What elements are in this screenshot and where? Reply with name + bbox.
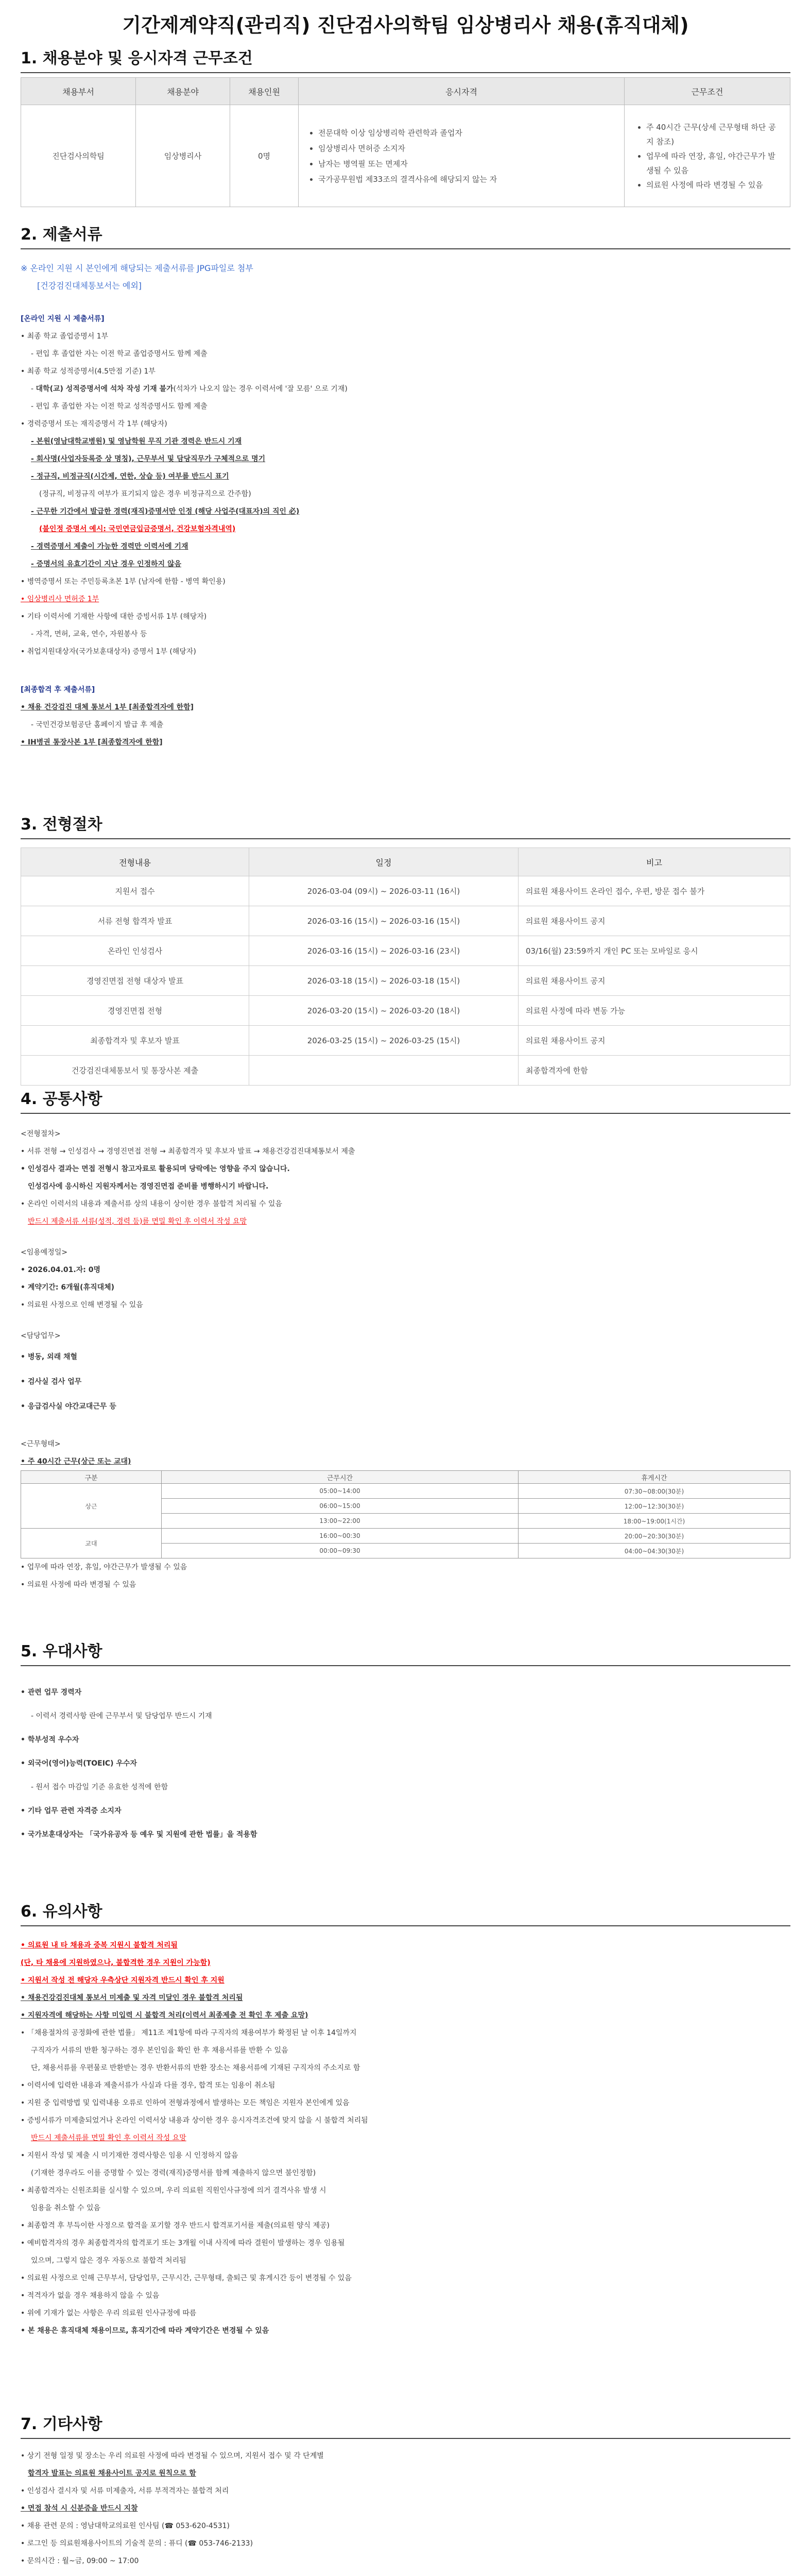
caution-item-red: (단, 타 채용에 지원하였으나, 불합격한 경우 지원이 가능함) — [21, 1959, 211, 1967]
preference-item: • 국가보훈대상자는 「국가유공자 등 예우 및 지원에 관한 법률」을 적용함 — [21, 1831, 257, 1839]
header-count: 채용인원 — [230, 78, 299, 105]
recruitment-table — [21, 77, 790, 207]
caution-item: • 최종합격 후 부득이한 사정으로 합격을 포기할 경우 반드시 합격포기서를 제출(의료원 양식 제공) — [21, 2222, 330, 2230]
caution-item-red: • 지원서 작성 전 해당자 우측상단 지원자격 반드시 확인 후 지원 — [21, 1976, 225, 1985]
work-hours-table — [21, 1470, 790, 1558]
section-7-heading: 7. 기타사항 — [21, 2411, 790, 2439]
note-cell: 의료원 채용사이트 온라인 접수, 우편, 방문 접수 불가 — [519, 876, 790, 906]
header-field: 채용분야 — [136, 78, 230, 105]
caution-item: • 이력서에 입력한 내용과 제출서류가 사실과 다를 경우, 합격 또는 임용이 취소됨 — [21, 2081, 275, 2090]
doc-note: - 편입 후 졸업한 자는 이전 학교 성적증명서도 함께 제출 — [31, 402, 208, 411]
header-stage: 전형내용 — [21, 848, 249, 876]
doc-note: - 자격, 면허, 교육, 연수, 자원봉사 등 — [31, 630, 147, 638]
qual-item: • 남자는 병역필 또는 면제자 — [318, 156, 614, 172]
common-note: • 인성검사 결과는 면접 전형시 참고자료로 활용되며 당락에는 영향을 주지 않습니다. — [21, 1165, 290, 1173]
doc-item: • 취업지원대상자(국가보훈대상자) 증명서 1부 (해당자) — [21, 648, 196, 656]
start-date-item: • 2026.04.01.자: 0명 — [21, 1266, 100, 1274]
doc-item-red: • 임상병리사 면허증 1부 — [21, 595, 99, 603]
doc-item: • 최종 학교 졸업증명서 1부 — [21, 332, 109, 341]
duty-item: • 응급검사실 야간교대근무 등 — [21, 1402, 116, 1411]
caution-item: • 증빙서류가 미제출되었거나 온라인 이력서상 내용과 상이한 경우 응시자격조건에 맞지 않을 시 불합격 처리됨 — [21, 2116, 368, 2125]
header-hours: 근무시간 — [162, 1471, 519, 1484]
doc-note: - 대학(교) 성적증명서에 석차 작성 기재 불가(석차가 나오지 않는 경우 이력서에 '잘 모름' 으로 기재) — [31, 385, 348, 393]
caution-note: 임용을 취소할 수 있음 — [31, 2204, 101, 2212]
break-cell: 20:00~20:30(30분) — [519, 1529, 790, 1544]
section-5-heading: 5. 우대사항 — [21, 1638, 790, 1666]
doc-note: - 편입 후 졸업한 자는 이전 학교 졸업증명서도 함께 제출 — [31, 350, 208, 358]
doc-note: - 국민건강보험공단 홈페이지 발급 후 제출 — [31, 721, 164, 729]
note-cell: 최종합격자에 한함 — [519, 1056, 790, 1086]
doc-note-rest: (석차가 나오지 않는 경우 이력서에 '잘 모름' 으로 기재) — [173, 385, 348, 393]
hours-cell: 00:00~09:30 — [162, 1544, 519, 1558]
doc-note: - 증명서의 유효기간이 지난 경우 인정하지 않음 — [31, 560, 182, 568]
worktype-note: • 업무에 따라 연장, 휴일, 야간근무가 발생될 수 있음 — [21, 1563, 187, 1571]
duty-item: • 검사실 검사 업무 — [21, 1378, 82, 1386]
cond-item: • 업무에 따라 연장, 휴일, 야간근무가 발생될 수 있음 — [646, 149, 782, 178]
doc-item: • 경력증명서 또는 재직증명서 각 1부 (해당자) — [21, 420, 167, 428]
caution-item: • 지원서 작성 및 제출 시 미기재한 경력사항은 임용 시 인정하지 않음 — [21, 2151, 238, 2160]
caution-item: • 적격자가 없을 경우 채용하지 않을 수 있음 — [21, 2292, 160, 2300]
caution-item: • 위에 기재가 없는 사항은 우리 의료원 인사규정에 따름 — [21, 2309, 197, 2317]
preference-item: • 관련 업무 경력자 — [21, 1688, 82, 1697]
doc-note: (정규직, 비정규직 여부가 표기되지 않은 경우 비정규직으로 간주함) — [39, 490, 251, 498]
doc-item: • 기타 이력서에 기재한 사항에 대한 증빙서류 1부 (해당자) — [21, 613, 207, 621]
preference-item: • 외국어(영어)능력(TOEIC) 우수자 — [21, 1759, 137, 1768]
start-date-item: • 계약기간: 6개월(휴직대체) — [21, 1283, 115, 1292]
start-date-heading: <임용예정일> — [21, 1248, 68, 1257]
caution-item: • 채용건강검진대체 통보서 미제출 및 자격 미달인 경우 불합격 처리됨 — [21, 1994, 243, 2002]
cell-field: 임상병리사 — [136, 105, 230, 207]
caution-item: • 최종합격자는 신원조회를 실시할 수 있으며, 우리 의료원 직원인사규정에 의거 결격사유 발생 시 — [21, 2187, 326, 2195]
cell-quals — [299, 105, 625, 207]
worktype-item: • 주 40시간 근무(상근 또는 교대) — [21, 1458, 131, 1466]
doc-note: - 정규직, 비정규직(시간제, 연한, 상습 등) 여부를 반드시 표기 — [31, 472, 229, 481]
qual-item: • 전문대학 이상 임상병리학 관련학과 졸업자 — [318, 125, 614, 141]
preference-item: • 기타 업무 관련 자격증 소지자 — [21, 1807, 122, 1815]
common-note: • 온라인 이력서의 내용과 제출서류 상의 내용이 상이한 경우 불합격 처리될 수 있음 — [21, 1200, 282, 1208]
header-conds: 근무조건 — [625, 78, 790, 105]
contact-hr: • 채용 관련 문의 : 영남대학교의료원 인사팀 (☎ 053-620-4531) — [21, 2522, 230, 2530]
preference-item: • 학부성적 우수자 — [21, 1736, 79, 1744]
caution-item-red: • 의료원 내 타 채용과 중복 지원시 불합격 처리됨 — [21, 1941, 178, 1950]
table-row — [21, 936, 790, 966]
hours-cell: 16:00~00:30 — [162, 1529, 519, 1544]
duty-item: • 병동, 외래 채혈 — [21, 1353, 78, 1361]
caution-item: • 지원자격에 해당하는 사항 미입력 시 불합격 처리(이력서 최종제출 전 확인 후 제출 요망) — [21, 2011, 308, 2020]
date-cell: 2026-03-18 (15시) ~ 2026-03-18 (15시) — [249, 966, 519, 996]
break-cell: 12:00~12:30(30분) — [519, 1499, 790, 1514]
cond-item: • 의료원 사정에 따라 변경될 수 있음 — [646, 178, 782, 192]
date-cell: 2026-03-16 (15시) ~ 2026-03-16 (15시) — [249, 906, 519, 936]
section-3-heading: 3. 전형절차 — [21, 811, 790, 839]
misc-item: • 면접 참석 시 신분증을 반드시 지참 — [21, 2504, 138, 2513]
doc-note-text: - 회사명(사업자등록증 상 명칭), 근무부서 및 담당직무가 구체적으로 명기 — [31, 455, 266, 463]
section-2-heading: 2. 제출서류 — [21, 222, 790, 249]
stage-cell: 온라인 인성검사 — [21, 936, 249, 966]
schedule-table — [21, 848, 790, 1086]
hours-cell: 13:00~22:00 — [162, 1514, 519, 1529]
cell-conds — [625, 105, 790, 207]
doc-item: • IH병권 통장사본 1부 [최종합격자에 한함] — [21, 738, 163, 747]
common-note: 인성검사에 응시하신 지원자께서는 경영진면접 준비를 병행하시기 바랍니다. — [28, 1182, 269, 1191]
note-cell: 의료원 채용사이트 공지 — [519, 1026, 790, 1056]
caution-note: 단, 채용서류를 우편물로 반환받는 경우 반환서류의 반환 장소는 채용서류에 기재된 구직자의 주소지로 함 — [31, 2064, 360, 2072]
misc-note: 합격자 발표는 의료원 채용사이트 공지로 원칙으로 함 — [28, 2469, 196, 2478]
caution-note: (기재한 경우라도 이를 증명할 수 있는 경력(재직)증명서를 함께 제출하지 않으면 불인정함) — [31, 2169, 316, 2177]
date-cell: 2026-03-04 (09시) ~ 2026-03-11 (16시) — [249, 876, 519, 906]
page-title: 기간제계약직(관리직) 진단검사의학팀 임상병리사 채용(휴직대체) — [122, 14, 689, 37]
online-docs-heading: [온라인 지원 시 제출서류] — [21, 315, 105, 323]
cell-dept: 진단검사의학팀 — [21, 105, 136, 207]
upload-notice-exception: [건강검진대체통보서는 예외] — [37, 281, 142, 291]
break-cell: 18:00~19:00(1시간) — [519, 1514, 790, 1529]
caution-item: • 본 채용은 휴직대체 채용이므로, 휴직기간에 따라 계약기간은 변경될 수 있음 — [21, 2327, 269, 2335]
hours-cell: 06:00~15:00 — [162, 1499, 519, 1514]
table-row — [21, 1484, 790, 1499]
table-row — [21, 966, 790, 996]
doc-note — [21, 450, 790, 468]
caution-item: • 예비합격자의 경우 최종합격자의 합격포기 또는 3개월 이내 사직에 따라 결원이 발생하는 경우 임용될 — [21, 2239, 345, 2247]
doc-note: - 근무한 기간에서 발급한 경력(재직)증명서만 인정 (해당 사업주(대표자)의 직인 必) — [31, 507, 300, 516]
stage-cell: 서류 전형 합격자 발표 — [21, 906, 249, 936]
stage-cell: 경영진면접 전형 대상자 발표 — [21, 966, 249, 996]
doc-note: - 본원(영남대학교병원) 및 영남학원 무직 기관 경력은 반드시 기재 — [31, 437, 242, 446]
misc-item: • 상기 전형 일정 및 장소는 우리 의료원 사정에 따라 변경될 수 있으며, 지원서 접수 및 각 단계별 — [21, 2452, 324, 2460]
stage-cell: 건강검진대체통보서 및 통장사본 제출 — [21, 1056, 249, 1086]
table-row — [21, 1529, 790, 1544]
section-1-heading: 1. 채용분야 및 응시자격 근무조건 — [21, 45, 790, 73]
table-row — [21, 1056, 790, 1086]
break-cell: 07:30~08:00(30분) — [519, 1484, 790, 1499]
contact-hours: • 문의시간 : 월~금, 09:00 ~ 17:00 — [21, 2557, 139, 2565]
caution-item: • 의료원 사정으로 인해 근무부서, 담당업무, 근무시간, 근무형태, 출퇴근 및 휴게시간 등이 변경될 수 있음 — [21, 2274, 352, 2282]
caution-note: 있으며, 그렇지 않은 경우 자동으로 불합격 처리됨 — [31, 2257, 186, 2265]
section-6-heading: 6. 유의사항 — [21, 1899, 790, 1926]
header-type: 구분 — [21, 1471, 162, 1484]
break-cell: 04:00~04:30(30분) — [519, 1544, 790, 1558]
duty-heading: <담당업무> — [21, 1332, 61, 1340]
date-cell — [249, 1056, 519, 1086]
caution-item: • 「채용절차의 공정화에 관한 법률」 제11조 제1항에 따라 구직자의 채용여부가 확정된 날 이후 14일까지 — [21, 2029, 357, 2037]
caution-item: • 지원 중 입력방법 및 입력내용 오류로 인하여 전형과정에서 발생하는 모든 책임은 지원자 본인에게 있음 — [21, 2099, 350, 2107]
group-shift: 교대 — [21, 1529, 162, 1558]
common-note-red: 반드시 제출서류 서류(성적, 경력 등)를 면밀 확인 후 이력서 작성 요망 — [28, 1217, 247, 1226]
note-cell: 의료원 채용사이트 공지 — [519, 966, 790, 996]
doc-note-bold: 대학(교) 성적증명서에 석차 작성 기재 불가 — [36, 385, 174, 393]
doc-item: • 병역증명서 또는 주민등록초본 1부 (남자에 한함 - 병역 확인용) — [21, 578, 226, 586]
qual-item: • 임상병리사 면허증 소지자 — [318, 141, 614, 156]
doc-note-red: (불인정 증명서 예시: 국민연금입금증명서, 건강보험자격내역) — [39, 525, 236, 533]
group-regular: 상근 — [21, 1484, 162, 1529]
preference-note: - 이력서 경력사항 란에 근무부서 및 담당업무 반드시 기재 — [31, 1712, 212, 1720]
header-break: 휴게시간 — [519, 1471, 790, 1484]
caution-note: 구직자가 서류의 반환 청구하는 경우 본인임을 확인 한 후 채용서류를 반환 수 있음 — [31, 2046, 288, 2055]
misc-item: • 인성검사 결시자 및 서류 미제출자, 서류 부적격자는 불합격 처리 — [21, 2487, 229, 2495]
process-flow: • 서류 전형 → 인성검사 → 경영진면접 전형 → 최종합격자 및 후보자 발표 → 채용건강검진대체통보서 제출 — [21, 1147, 355, 1156]
table-row — [21, 996, 790, 1026]
qual-item: • 국가공무원법 제33조의 결격사유에 해당되지 않는 자 — [318, 172, 614, 187]
worktype-note: • 의료원 사정에 따라 변경될 수 있음 — [21, 1581, 136, 1589]
table-row — [21, 876, 790, 906]
final-docs-heading: [최종합격 후 제출서류] — [21, 686, 95, 694]
doc-item: • 최종 학교 성적증명서(4.5만점 기준) 1부 — [21, 367, 156, 376]
date-cell: 2026-03-25 (15시) ~ 2026-03-25 (15시) — [249, 1026, 519, 1056]
cell-count: 0명 — [230, 105, 299, 207]
table-row — [21, 906, 790, 936]
cond-item: • 주 40시간 근무(상세 근무형태 하단 공지 참조) — [646, 120, 782, 149]
contact-tech: • 로그인 등 의료원채용사이트의 기술적 문의 : 퓨디 (☎ 053-746-2133) — [21, 2539, 253, 2548]
table-row — [21, 1026, 790, 1056]
process-heading: <전형절차> — [21, 1130, 61, 1138]
header-dept: 채용부서 — [21, 78, 136, 105]
start-date-item: • 의료원 사정으로 인해 변경될 수 있음 — [21, 1301, 143, 1309]
note-cell: 의료원 사정에 따라 변동 가능 — [519, 996, 790, 1026]
note-cell: 03/16(월) 23:59까지 개인 PC 또는 모바일로 응시 — [519, 936, 790, 966]
caution-note-red: 반드시 제출서류를 면밀 확인 후 이력서 작성 요망 — [31, 2134, 186, 2142]
doc-item: • 채용 건강검진 대체 통보서 1부 [최종합격자에 한함] — [21, 703, 194, 711]
date-cell: 2026-03-16 (15시) ~ 2026-03-16 (23시) — [249, 936, 519, 966]
stage-cell: 최종합격자 및 후보자 발표 — [21, 1026, 249, 1056]
note-cell: 의료원 채용사이트 공지 — [519, 906, 790, 936]
upload-notice: ※ 온라인 지원 시 본인에게 해당되는 제출서류를 JPG파일로 첨부 — [21, 263, 253, 273]
preference-note: - 원서 접수 마감일 기준 유효한 성적에 한함 — [31, 1783, 168, 1791]
stage-cell: 경영진면접 전형 — [21, 996, 249, 1026]
section-4-heading: 4. 공통사항 — [21, 1086, 790, 1114]
header-note: 비고 — [519, 848, 790, 876]
header-date: 일정 — [249, 848, 519, 876]
header-quals: 응시자격 — [299, 78, 625, 105]
hours-cell: 05:00~14:00 — [162, 1484, 519, 1499]
worktype-heading: <근무형태> — [21, 1440, 61, 1448]
stage-cell: 지원서 접수 — [21, 876, 249, 906]
date-cell: 2026-03-20 (15시) ~ 2026-03-20 (18시) — [249, 996, 519, 1026]
doc-note: - 경력증명서 제출이 가능한 경력만 이력서에 기재 — [31, 543, 188, 551]
